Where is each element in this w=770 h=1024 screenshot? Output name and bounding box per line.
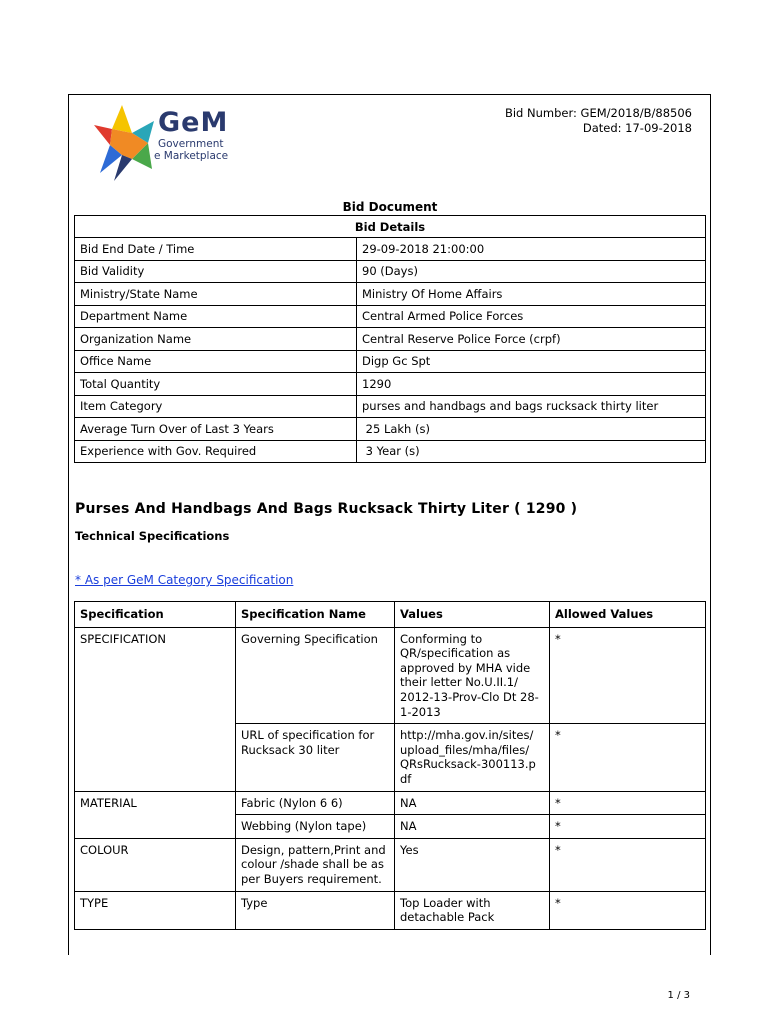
spec-row xyxy=(75,891,706,929)
details-label: Bid Validity xyxy=(75,260,357,283)
spec-header-specification: Specification xyxy=(75,602,236,628)
spec-name: Design, pattern,Print and colour /shade shall be as per Buyers requirement. xyxy=(236,838,395,891)
details-value: Digp Gc Spt xyxy=(357,350,706,373)
spec-allowed: * xyxy=(550,891,706,929)
details-value: Central Reserve Police Force (crpf) xyxy=(357,328,706,351)
logo-line2: e Marketplace xyxy=(154,150,229,162)
details-label: Total Quantity xyxy=(75,373,357,396)
spec-category: COLOUR xyxy=(75,838,236,891)
bid-details-table xyxy=(74,215,706,463)
spec-value: Conforming to QR/specification as approved by MHA vide their letter No.U.II.1/ 2012-13-Prov-Clo Dt 28-1-2013 xyxy=(395,627,550,724)
details-row xyxy=(75,283,706,306)
bid-number: Bid Number: GEM/2018/B/88506 xyxy=(504,106,692,120)
details-label: Ministry/State Name xyxy=(75,283,357,306)
details-row xyxy=(75,328,706,351)
logo-line1: Government xyxy=(158,138,224,150)
details-label: Item Category xyxy=(75,395,357,418)
details-value: 3 Year (s) xyxy=(357,440,706,463)
bid-header xyxy=(505,106,692,136)
specification-table xyxy=(74,601,706,930)
spec-name: URL of specification for Rucksack 30 liter xyxy=(236,724,395,791)
spec-row xyxy=(75,627,706,724)
bid-details-heading: Bid Details xyxy=(75,216,706,238)
details-row xyxy=(75,373,706,396)
details-row xyxy=(75,440,706,463)
spec-allowed: * xyxy=(550,627,706,724)
details-value: Central Armed Police Forces xyxy=(357,305,706,328)
spec-category: SPECIFICATION xyxy=(75,627,236,791)
item-title: Purses And Handbags And Bags Rucksack Thirty Liter ( 1290 ) xyxy=(75,501,578,517)
spec-row xyxy=(75,838,706,891)
spec-header-name: Specification Name xyxy=(236,602,395,628)
spec-allowed: * xyxy=(550,724,706,791)
details-row xyxy=(75,418,706,441)
details-row xyxy=(75,350,706,373)
spec-row xyxy=(75,791,706,815)
details-label: Office Name xyxy=(75,350,357,373)
details-value: 90 (Days) xyxy=(357,260,706,283)
bid-dated: Dated: 17-09-2018 xyxy=(582,121,692,135)
spec-header-values: Values xyxy=(395,602,550,628)
details-value: 1290 xyxy=(357,373,706,396)
spec-allowed: * xyxy=(550,838,706,891)
details-row xyxy=(75,305,706,328)
details-label: Average Turn Over of Last 3 Years xyxy=(75,418,357,441)
gem-logo xyxy=(92,103,242,195)
spec-name: Governing Specification xyxy=(236,627,395,724)
spec-header-allowed: Allowed Values xyxy=(550,602,706,628)
details-value: Ministry Of Home Affairs xyxy=(357,283,706,306)
spec-value: NA xyxy=(395,791,550,815)
spec-category: TYPE xyxy=(75,891,236,929)
details-row xyxy=(75,395,706,418)
details-row xyxy=(75,260,706,283)
details-value: 25 Lakh (s) xyxy=(357,418,706,441)
spec-allowed: * xyxy=(550,791,706,815)
technical-specifications-heading: Technical Specifications xyxy=(75,529,230,543)
spec-allowed: * xyxy=(550,815,706,839)
details-row xyxy=(75,238,706,261)
logo-wordmark: GeM xyxy=(158,107,229,138)
spec-name: Webbing (Nylon tape) xyxy=(236,815,395,839)
details-value: purses and handbags and bags rucksack thirty liter xyxy=(357,395,706,418)
spec-value: NA xyxy=(395,815,550,839)
spec-value: http://mha.gov.in/sites/ upload_files/mha/files/ QRsRucksack-300113.p df xyxy=(395,724,550,791)
page-number: 1 / 3 xyxy=(667,990,690,1001)
category-specification-link[interactable]: * As per GeM Category Specification xyxy=(75,573,294,587)
details-label: Experience with Gov. Required xyxy=(75,440,357,463)
spec-category: MATERIAL xyxy=(75,791,236,838)
details-label: Bid End Date / Time xyxy=(75,238,357,261)
spec-name: Fabric (Nylon 6 6) xyxy=(236,791,395,815)
details-value: 29-09-2018 21:00:00 xyxy=(357,238,706,261)
details-label: Organization Name xyxy=(75,328,357,351)
spec-value: Top Loader with detachable Pack xyxy=(395,891,550,929)
details-label: Department Name xyxy=(75,305,357,328)
spec-value: Yes xyxy=(395,838,550,891)
document-title: Bid Document xyxy=(342,200,438,214)
spec-name: Type xyxy=(236,891,395,929)
